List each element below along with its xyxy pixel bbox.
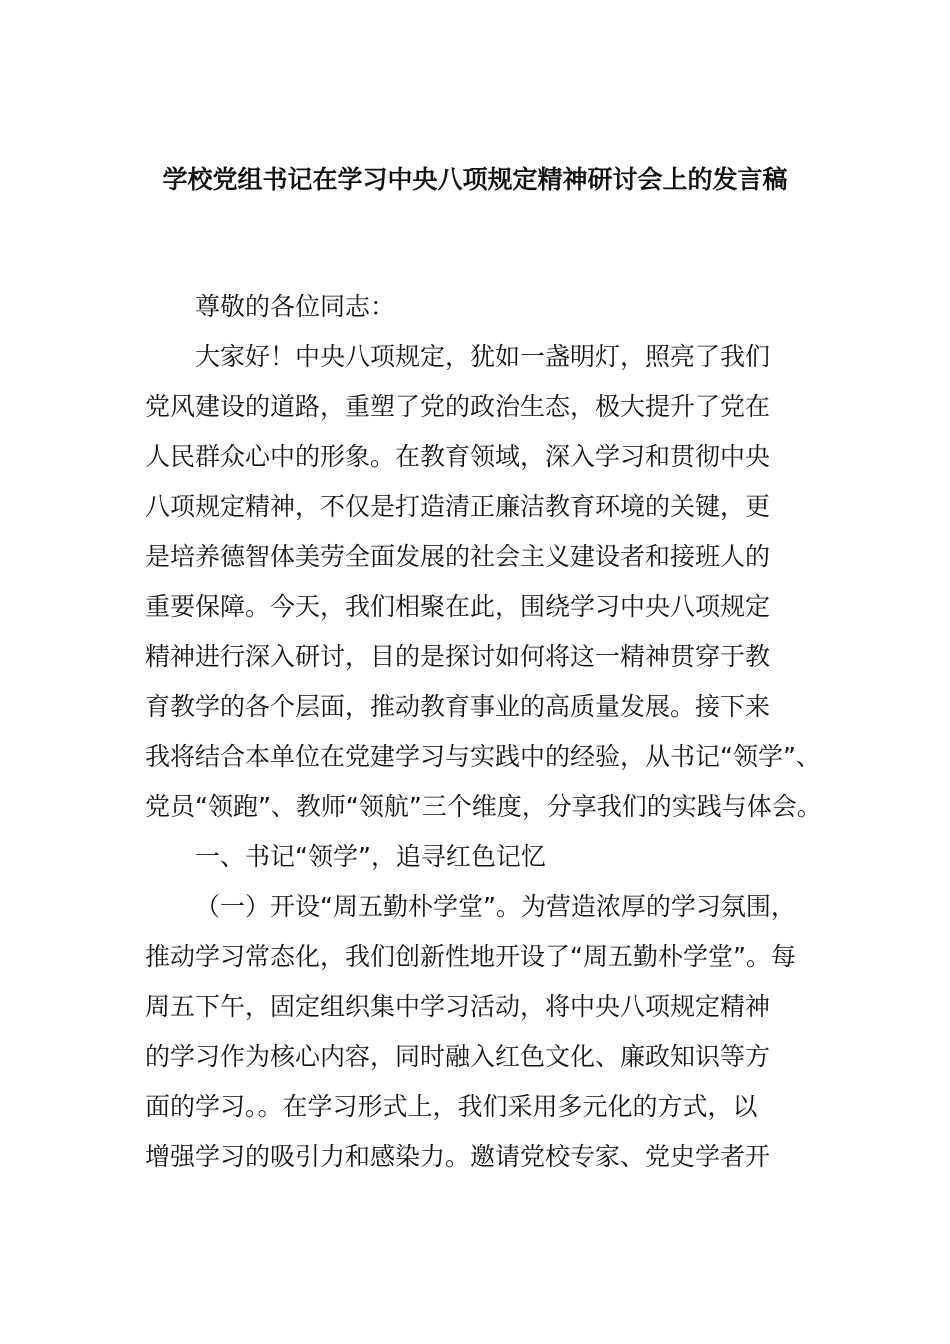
paragraph-line: 党员“领跑”、教师“领航”三个维度，分享我们的实践与体会。	[145, 792, 822, 821]
paragraph-line: 推动学习常态化，我们创新性地开设了“周五勤朴学堂”。每	[145, 942, 796, 971]
section-heading: 一、书记“领学”，追寻红色记忆	[195, 842, 546, 871]
paragraph-line: 我将结合本单位在党建学习与实践中的经验，从书记“领学”、	[145, 742, 821, 771]
paragraph-line: 的学习作为核心内容，同时融入红色文化、廉政知识等方	[145, 1042, 771, 1071]
paragraph-line: 重要保障。今天，我们相聚在此，围绕学习中央八项规定	[145, 592, 771, 621]
document-body	[145, 282, 825, 1182]
paragraph-line: 八项规定精神，不仅是打造清正廉洁教育环境的关键，更	[145, 492, 771, 521]
salutation-line: 尊敬的各位同志：	[195, 292, 396, 321]
paragraph-line: 人民群众心中的形象。在教育领域，深入学习和贯彻中央	[145, 442, 771, 471]
paragraph-line: 育教学的各个层面，推动教育事业的高质量发展。接下来	[145, 692, 771, 721]
paragraph-line: 精神进行深入研讨，目的是探讨如何将这一精神贯穿于教	[145, 642, 771, 671]
paragraph-line: 是培养德智体美劳全面发展的社会主义建设者和接班人的	[145, 542, 771, 571]
paragraph-line: 周五下午，固定组织集中学习活动，将中央八项规定精神	[145, 992, 771, 1021]
paragraph-line: 增强学习的吸引力和感染力。邀请党校专家、党史学者开	[145, 1142, 771, 1171]
document-title: 学校党组书记在学习中央八项规定精神研讨会上的发言稿	[162, 165, 788, 194]
subsection-line: （一）开设“周五勤朴学堂”。为营造浓厚的学习氛围，	[195, 892, 796, 921]
paragraph-line: 面的学习。。在学习形式上，我们采用多元化的方式，以	[145, 1092, 758, 1121]
paragraph-line: 党风建设的道路，重塑了党的政治生态，极大提升了党在	[145, 392, 771, 421]
paragraph-line: 大家好！中央八项规定，犹如一盏明灯，照亮了我们	[195, 342, 771, 371]
